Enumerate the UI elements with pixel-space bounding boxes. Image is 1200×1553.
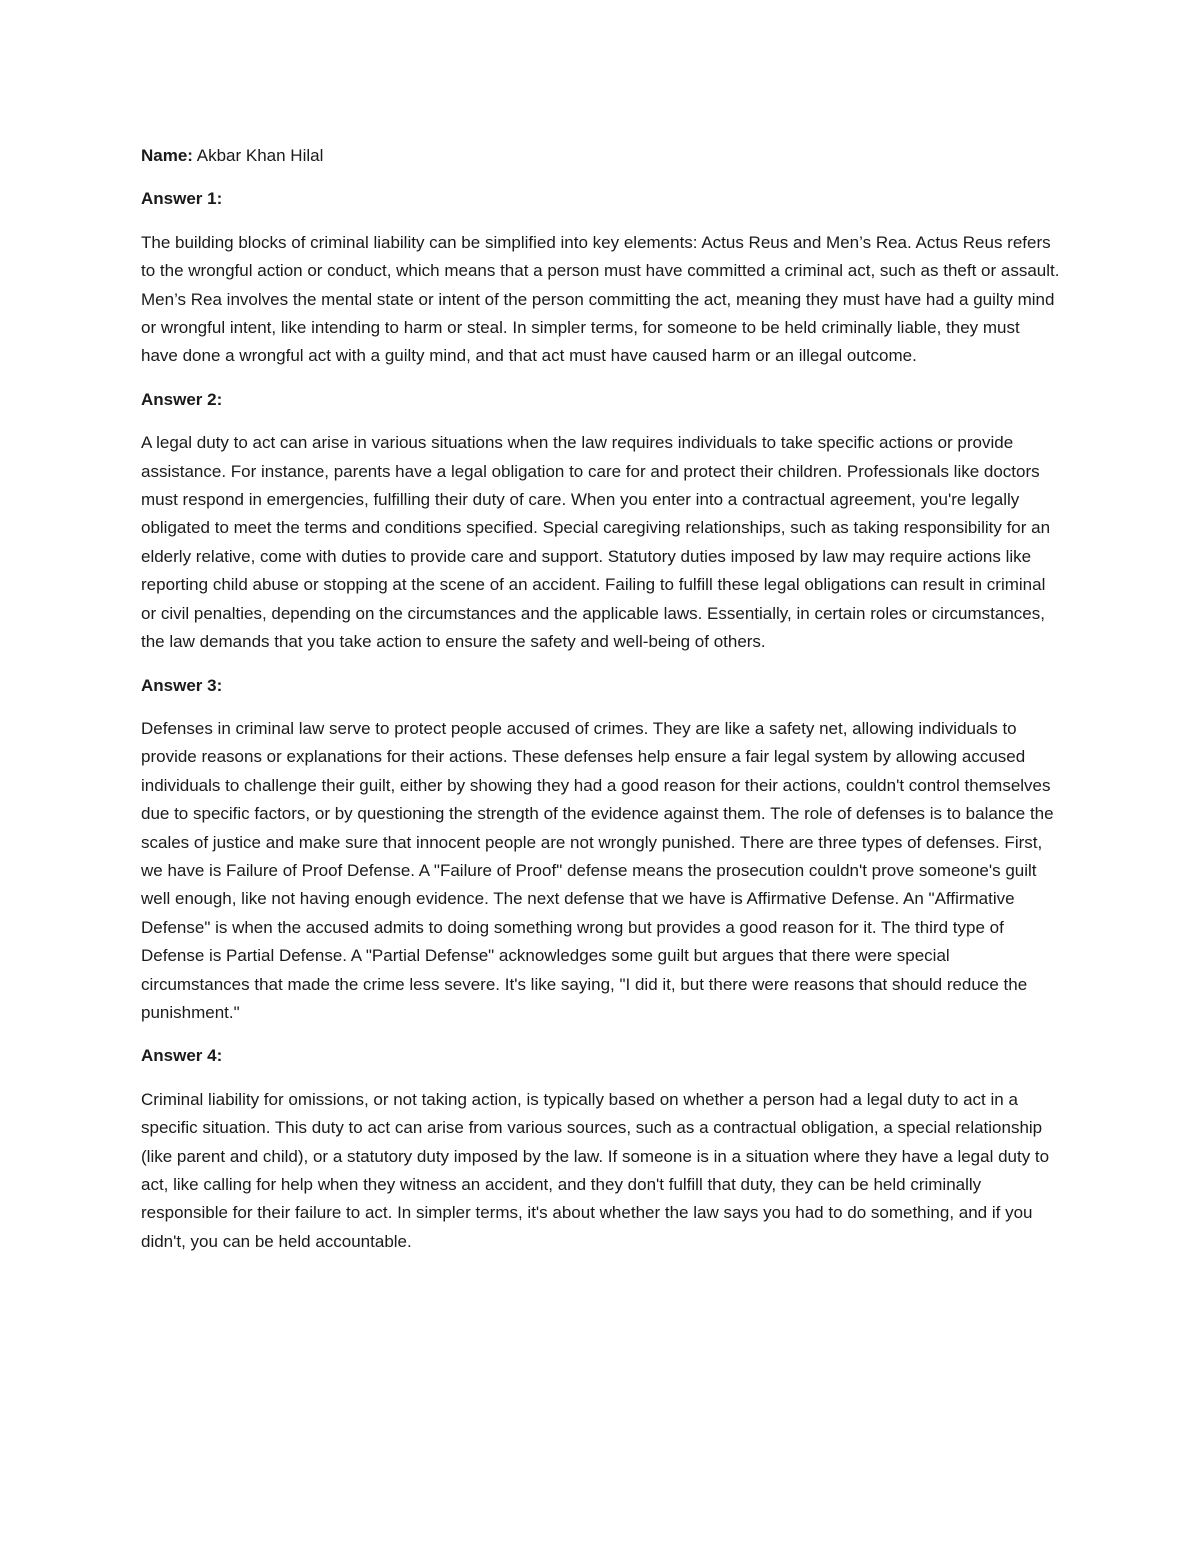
name-label: Name: [141, 146, 193, 165]
answer-2-heading: Answer 2: [141, 389, 223, 409]
answer-2-body: A legal duty to act can arise in various situations when the law requires individuals to take specific actions or provide assistance. For instance, parents have a legal obligation to care for and protect their children. Professionals like doctors must respond in emergencies, fulfilling their duty of care. When you enter into a contractual agreement, you're legally obligated to meet the terms and conditions specified. Special caregiving relationships, such as taking responsibility for an elderly relative, come with duties to provide care and support. Statutory duties imposed by law may require actions like reporting child abuse or stopping at the scene of an accident. Failing to fulfill these legal obligations can result in criminal or civil penalties, depending on the circumstances and the applicable laws. Essentially, in certain roles or circumstances, the law demands that you take action to ensure the safety and well-being of others. [141, 433, 1051, 652]
answer-1-body: The building blocks of criminal liability can be simplified into key elements: Actus Reus and Men’s Rea. Actus Reus refers to the wrongful action or conduct, which means that a person must have committed a criminal act, such as theft or assault. Men’s Rea involves the mental state or intent of the person committing the act, meaning they must have had a guilty mind or wrongful intent, like intending to harm or steal. In simpler terms, for someone to be held criminally liable, they must have done a wrongful act with a guilty mind, and that act must have caused harm or an illegal outcome. [141, 232, 1060, 366]
name-line [141, 142, 1061, 170]
answer-4-heading: Answer 4: [141, 1046, 223, 1066]
answer-1-heading: Answer 1: [141, 189, 223, 209]
answer-4-body: Criminal liability for omissions, or not taking action, is typically based on whether a person had a legal duty to act in a specific situation. This duty to act can arise from various sources, such as a contractual obligation, a special relationship (like parent and child), or a statutory duty imposed by the law. If someone is in a situation where they have a legal duty to act, like calling for help when they witness an accident, and they don't fulfill that duty, they can be held criminally responsible for their failure to act. In simpler terms, it's about whether the law says you had to do something, and if you didn't, you can be held accountable. [141, 1089, 1050, 1251]
answer-3-body: Defenses in criminal law serve to protect people accused of crimes. They are like a safety net, allowing individuals to provide reasons or explanations for their actions. These defenses help ensure a fair legal system by allowing accused individuals to challenge their guilt, either by showing they had a good reason for their actions, couldn't control themselves due to specific factors, or by questioning the strength of the evidence against them. The role of defenses is to balance the scales of justice and make sure that innocent people are not wrongly punished. There are three types of defenses. First, we have is Failure of Proof Defense. A "Failure of Proof" defense means the prosecution couldn't prove someone's guilt well enough, like not having enough evidence. The next defense that we have is Affirmative Defense. An "Affirmative Defense" is when the accused admits to doing something wrong but provides a good reason for it. The third type of Defense is Partial Defense. A "Partial Defense" acknowledges some guilt but argues that there were special circumstances that made the crime less severe. It's like saying, "I did it, but there were reasons that should reduce the punishment." [141, 718, 1054, 1022]
name-value: Akbar Khan Hilal [192, 146, 324, 165]
answer-3-heading: Answer 3: [141, 675, 223, 695]
document-content [141, 142, 1061, 1271]
